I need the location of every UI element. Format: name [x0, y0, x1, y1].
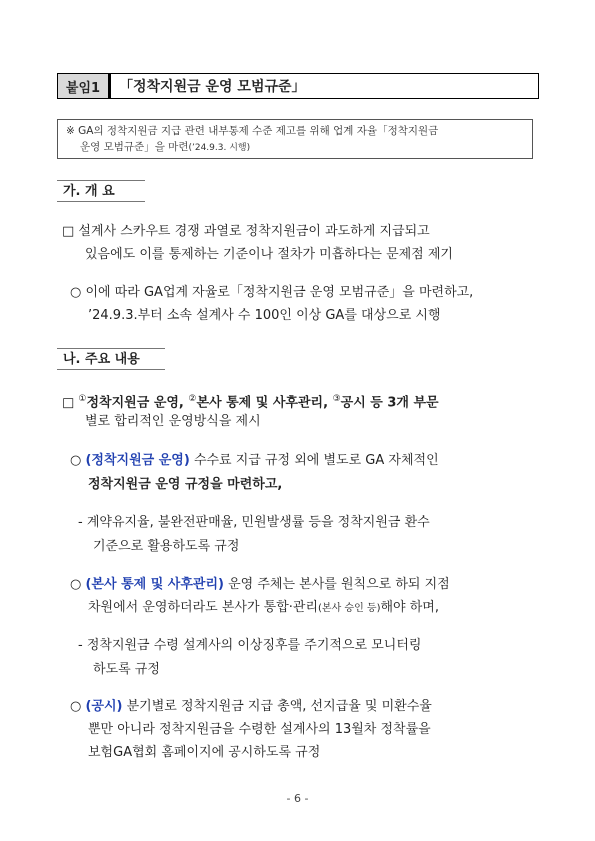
- page-number: - 6 -: [286, 792, 309, 805]
- item1-line1: ○ (정착지원금 운영) 수수료 지급 규정 외에 별도로 GA 자체적인: [70, 453, 439, 468]
- item1-line2: 정착지원금 운영 규정을 마련하고,: [88, 477, 283, 492]
- item3-line1-text: 분기별로 정착지원금 지급 총액, 선지급율 및 미환수율: [122, 699, 432, 714]
- item3-line2: 뿐만 아니라 정착지원금을 수령한 설계사의 13월차 정착률을: [88, 722, 431, 737]
- item3-line3: 보험GA협회 홈페이지에 공시하도록 규정: [88, 745, 321, 760]
- note-box: [57, 119, 533, 159]
- item1-sub-line2: 기준으로 활용하도록 규정: [93, 539, 240, 554]
- intro-part-1: 정착지원금 운영,: [86, 395, 189, 411]
- item2-sub-line2: 하도록 규정: [93, 662, 160, 677]
- note-line-2: [66, 139, 532, 156]
- section-heading-main-contents: 나. 주요 내용: [57, 348, 165, 370]
- item2-line2: [88, 599, 439, 618]
- note-line-2-text: 운영 모범규준」을 마련: [80, 141, 189, 153]
- section-heading-overview: 가. 개 요: [57, 180, 145, 202]
- item2-sub-line1: - 정착지원금 수령 설계사의 이상징후를 주기적으로 모니터링: [78, 638, 422, 653]
- item2-line2-text: 차원에서 운영하더라도 본사가 통합·관리: [88, 600, 319, 615]
- overview-p1-line1: □ 설계사 스카우트 경쟁 과열로 정착지원금이 과도하게 지급되고: [62, 224, 430, 239]
- item2-approval-note: (본사 승인 등): [318, 603, 381, 614]
- intro-part-2: 본사 통제 및 사후관리,: [196, 395, 333, 411]
- attachment-header: [57, 73, 539, 99]
- overview-p1-line2: 있음에도 이를 통제하는 기준이나 절차가 미흡하다는 문제점 제기: [85, 247, 453, 262]
- circled-number-3: ③: [332, 394, 341, 404]
- item1-line1-text: 수수료 지급 규정 외에 별도로 GA 자체적인: [189, 453, 439, 468]
- item1-label: (정착지원금 운영): [85, 453, 190, 468]
- item3-label: (공시): [85, 699, 123, 714]
- item2-line1: ○ (본사 통제 및 사후관리) 운영 주체는 본사를 원칙으로 하되 지점: [70, 577, 450, 592]
- main-intro-line2: 별로 합리적인 운영방식을 제시: [85, 414, 261, 429]
- circled-number-1: ①: [78, 394, 87, 404]
- circled-number-2: ②: [188, 394, 197, 404]
- document-title: 「정착지원금 운영 모범규준」: [119, 79, 306, 95]
- item3-line1: ○ (공시) 분기별로 정착지원금 지급 총액, 선지급율 및 미환수율: [70, 699, 432, 714]
- item2-line1-text: 운영 주체는 본사를 원칙으로 하되 지점: [223, 577, 450, 592]
- item2-line2-end: 해야 하며,: [380, 600, 439, 615]
- item1-sub-line1: - 계약유지율, 불완전판매율, 민원발생률 등을 정착지원금 환수: [78, 515, 430, 530]
- main-intro-line1: □ ①정착지원금 운영, ②본사 통제 및 사후관리, ③공시 등 3개 부문: [62, 394, 439, 411]
- attachment-tag: 붙임1: [58, 74, 111, 98]
- overview-p2-line1: ○ 이에 따라 GA업계 자율로「정착지원금 운영 모범규준」을 마련하고,: [70, 285, 474, 300]
- intro-part-3: 공시 등 3개 부문: [340, 395, 439, 411]
- note-effective-date: (’24.9.3. 시행): [188, 143, 251, 153]
- item2-label: (본사 통제 및 사후관리): [85, 577, 224, 592]
- overview-p2-line2: ’24.9.3.부터 소속 설계사 수 100인 이상 GA를 대상으로 시행: [88, 308, 441, 323]
- note-line-1: ※ GA의 정착지원금 지급 관련 내부통제 수준 제고를 위해 업계 자율「정착지원금: [66, 125, 439, 137]
